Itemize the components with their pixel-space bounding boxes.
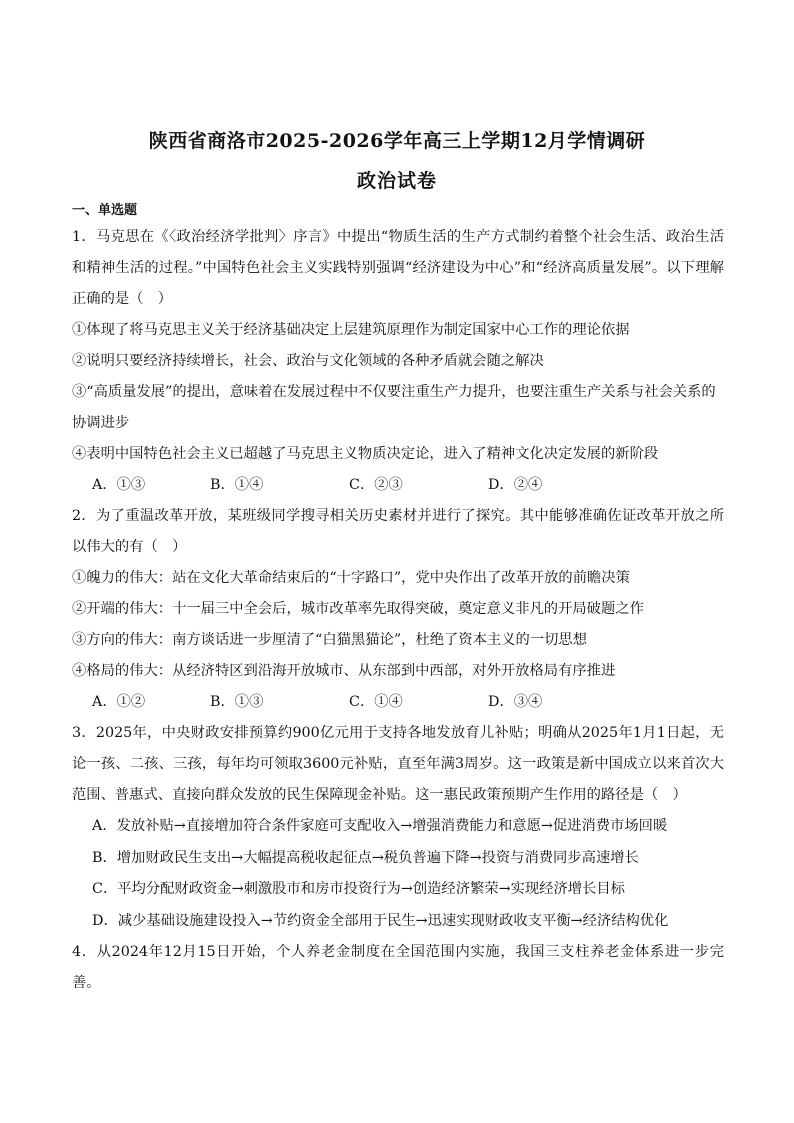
option-d[interactable]: D．③④ bbox=[488, 694, 543, 710]
option-a[interactable]: A．发放补贴→直接增加符合条件家庭可支配收入→增强消费能力和意愿→促进消费市场回暖 bbox=[92, 818, 668, 834]
option-d[interactable]: D．②④ bbox=[488, 477, 543, 493]
options-row bbox=[72, 687, 724, 718]
question-stem: 3．2025年，中央财政安排预算约900亿元用于支持各地发放育儿补贴；明确从2025年1月1日起，无论一孩、二孩、三孩，每年均可领取3600元补贴，直至年满3周岁。这一政策是新中国成立以来首次大范围、普惠式、直接向群众发放的民生保障现金补贴。这一惠民政策预期产生作用的路径是（ ） bbox=[72, 725, 724, 803]
exam-subtitle: 政治试卷 bbox=[356, 170, 437, 192]
exam-content bbox=[72, 202, 724, 999]
section-heading: 一、单选题 bbox=[72, 203, 138, 218]
question-1 bbox=[72, 222, 724, 501]
statement-3: ③方向的伟大：南方谈话进一步厘清了“白猫黑猫论”，杜绝了资本主义的一切思想 bbox=[72, 632, 588, 648]
statement-3: ③“高质量发展”的提出，意味着在发展过程中不仅要注重生产力提升，也要注重生产关系与社会关系的协调进步 bbox=[72, 384, 716, 431]
statement-1: ①体现了将马克思主义关于经济基础决定上层建筑原理作为制定国家中心工作的理论依据 bbox=[72, 322, 630, 338]
option-b[interactable]: B．①③ bbox=[210, 694, 264, 710]
question-3 bbox=[72, 718, 724, 937]
statement-2: ②说明只要经济持续增长，社会、政治与文化领域的各种矛盾就会随之解决 bbox=[72, 353, 544, 369]
statement-2: ②开端的伟大：十一届三中全会后，城市改革率先取得突破，奠定意义非凡的开局破题之作 bbox=[72, 601, 644, 617]
option-c[interactable]: C．①④ bbox=[349, 694, 403, 710]
option-b[interactable]: B．①④ bbox=[210, 477, 264, 493]
question-2 bbox=[72, 501, 724, 718]
option-b[interactable]: B．增加财政民生支出→大幅提高税收起征点→税负普遍下降→投资与消费同步高速增长 bbox=[92, 849, 639, 866]
options-row bbox=[72, 470, 724, 501]
statement-4: ④格局的伟大：从经济特区到沿海开放城市、从东部到中西部，对外开放格局有序推进 bbox=[72, 663, 616, 679]
option-a[interactable]: A．①③ bbox=[92, 477, 146, 493]
question-4 bbox=[72, 937, 724, 999]
option-c[interactable]: C．②③ bbox=[349, 477, 403, 493]
option-a[interactable]: A．①② bbox=[92, 694, 146, 710]
question-stem: 4．从2024年12月15日开始，个人养老金制度在全国范围内实施，我国三支柱养老金体系进一步完善。 bbox=[72, 944, 724, 991]
statement-1: ①魄力的伟大：站在文化大革命结束后的“十字路口”，党中央作出了改革开放的前瞻决策 bbox=[72, 570, 630, 586]
exam-title: 陕西省商洛市2025-2026学年高三上学期12月学情调研 bbox=[148, 130, 646, 152]
option-d[interactable]: D．减少基础设施建设投入→节约资金全部用于民生→迅速实现财政收支平衡→经济结构优化 bbox=[92, 912, 669, 929]
question-stem: 2．为了重温改革开放，某班级同学搜寻相关历史素材并进行了探究。其中能够准确佐证改革开放之所以伟大的有（ ） bbox=[72, 508, 724, 555]
statement-4: ④表明中国特色社会主义已超越了马克思主义物质决定论，进入了精神文化决定发展的新阶段 bbox=[72, 446, 659, 462]
question-stem: 1．马克思在《〈政治经济学批判〉序言》中提出“物质生活的生产方式制约着整个社会生活、政治生活和精神生活的过程。”中国特色社会主义实践特别强调“经济建设为中心”和“经济高质量发展”。以下理解正确的是（ ） bbox=[72, 229, 724, 307]
option-c[interactable]: C．平均分配财政资金→刺激股市和房市投资行为→创造经济繁荣→实现经济增长目标 bbox=[92, 881, 625, 897]
